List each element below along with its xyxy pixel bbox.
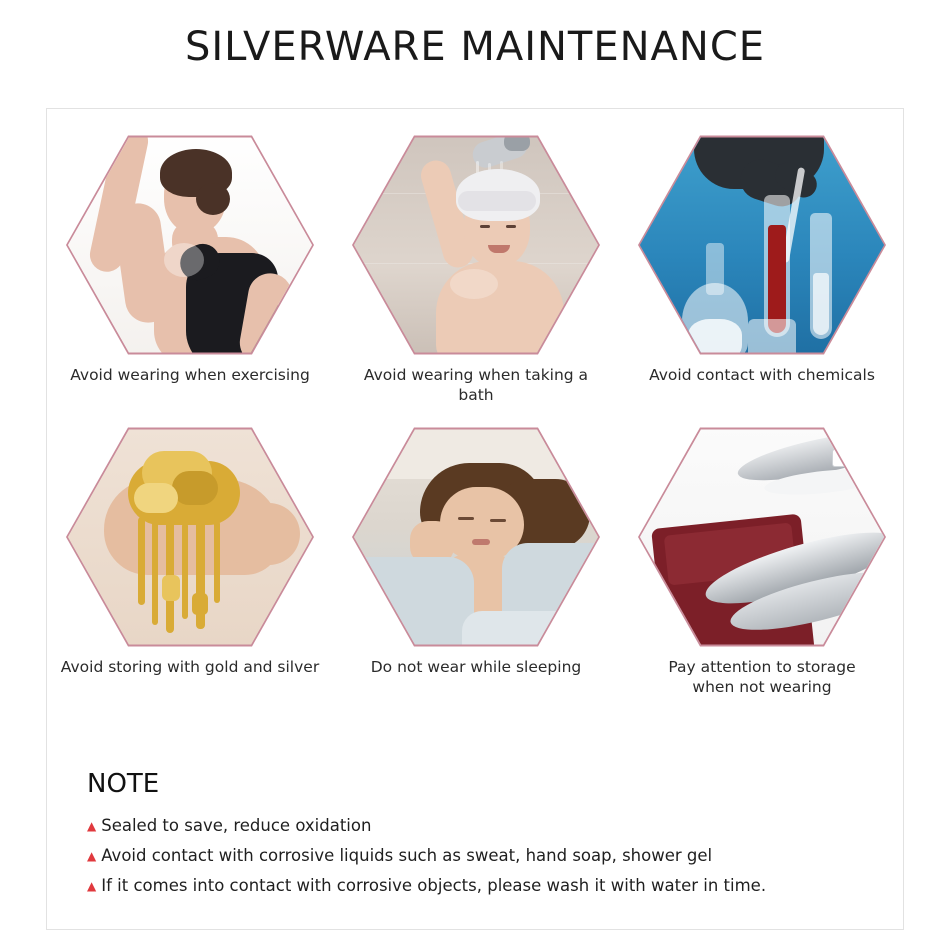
tip-card [47,405,333,697]
tip-caption [632,657,892,697]
note-list-item [87,841,887,871]
woman-exercising-photo [68,133,312,357]
hex-clip [68,425,312,649]
hex-clip [68,133,312,357]
triangle-bullet-icon: ▲ [87,849,97,863]
tip-caption: Avoid wearing when exercising [70,366,310,384]
hex-image-frame [352,131,600,359]
tip-card [619,405,905,697]
page-title: SILVERWARE MAINTENANCE [184,24,766,70]
tip-caption: Avoid storing with gold and silver [60,658,320,676]
note-item-text: If it comes into contact with corrosive objects, please wash it with water in time. [101,876,767,895]
tip-caption: Do not wear while sleeping [370,658,582,676]
woman-shower-photo [354,133,598,357]
hex-image-frame [638,131,886,359]
triangle-bullet-icon: ▲ [87,819,97,833]
jewelry-box-storage-photo [640,425,884,649]
tip-card [333,405,619,697]
tip-card [47,123,333,405]
tip-caption: Avoid contact with chemicals [649,366,875,384]
woman-sleeping-photo [354,425,598,649]
note-section [87,769,887,901]
hex-clip [354,133,598,357]
hex-image-frame [638,423,886,651]
hex-clip [640,425,884,649]
content-panel [46,108,904,930]
note-heading: NOTE [87,769,160,799]
note-item-text: Avoid contact with corrosive liquids such as sweat, hand soap, shower gel [101,846,713,865]
hex-image-frame [352,423,600,651]
hex-clip [640,133,884,357]
hex-image-frame [66,423,314,651]
tip-caption-line2: when not wearing [692,678,832,696]
tip-card [619,123,905,405]
tip-card [333,123,619,405]
note-list-item [87,811,887,841]
hex-image-frame [66,131,314,359]
tip-caption: Avoid wearing when taking a bath [363,366,589,404]
gold-jewelry-in-hand-photo [68,425,312,649]
triangle-bullet-icon: ▲ [87,879,97,893]
tip-caption-line1: Pay attention to storage [668,658,856,676]
tips-grid [47,123,905,697]
laboratory-chemicals-photo [640,133,884,357]
note-list-item [87,871,887,901]
hex-clip [354,425,598,649]
note-item-text: Sealed to save, reduce oxidation [101,816,372,835]
